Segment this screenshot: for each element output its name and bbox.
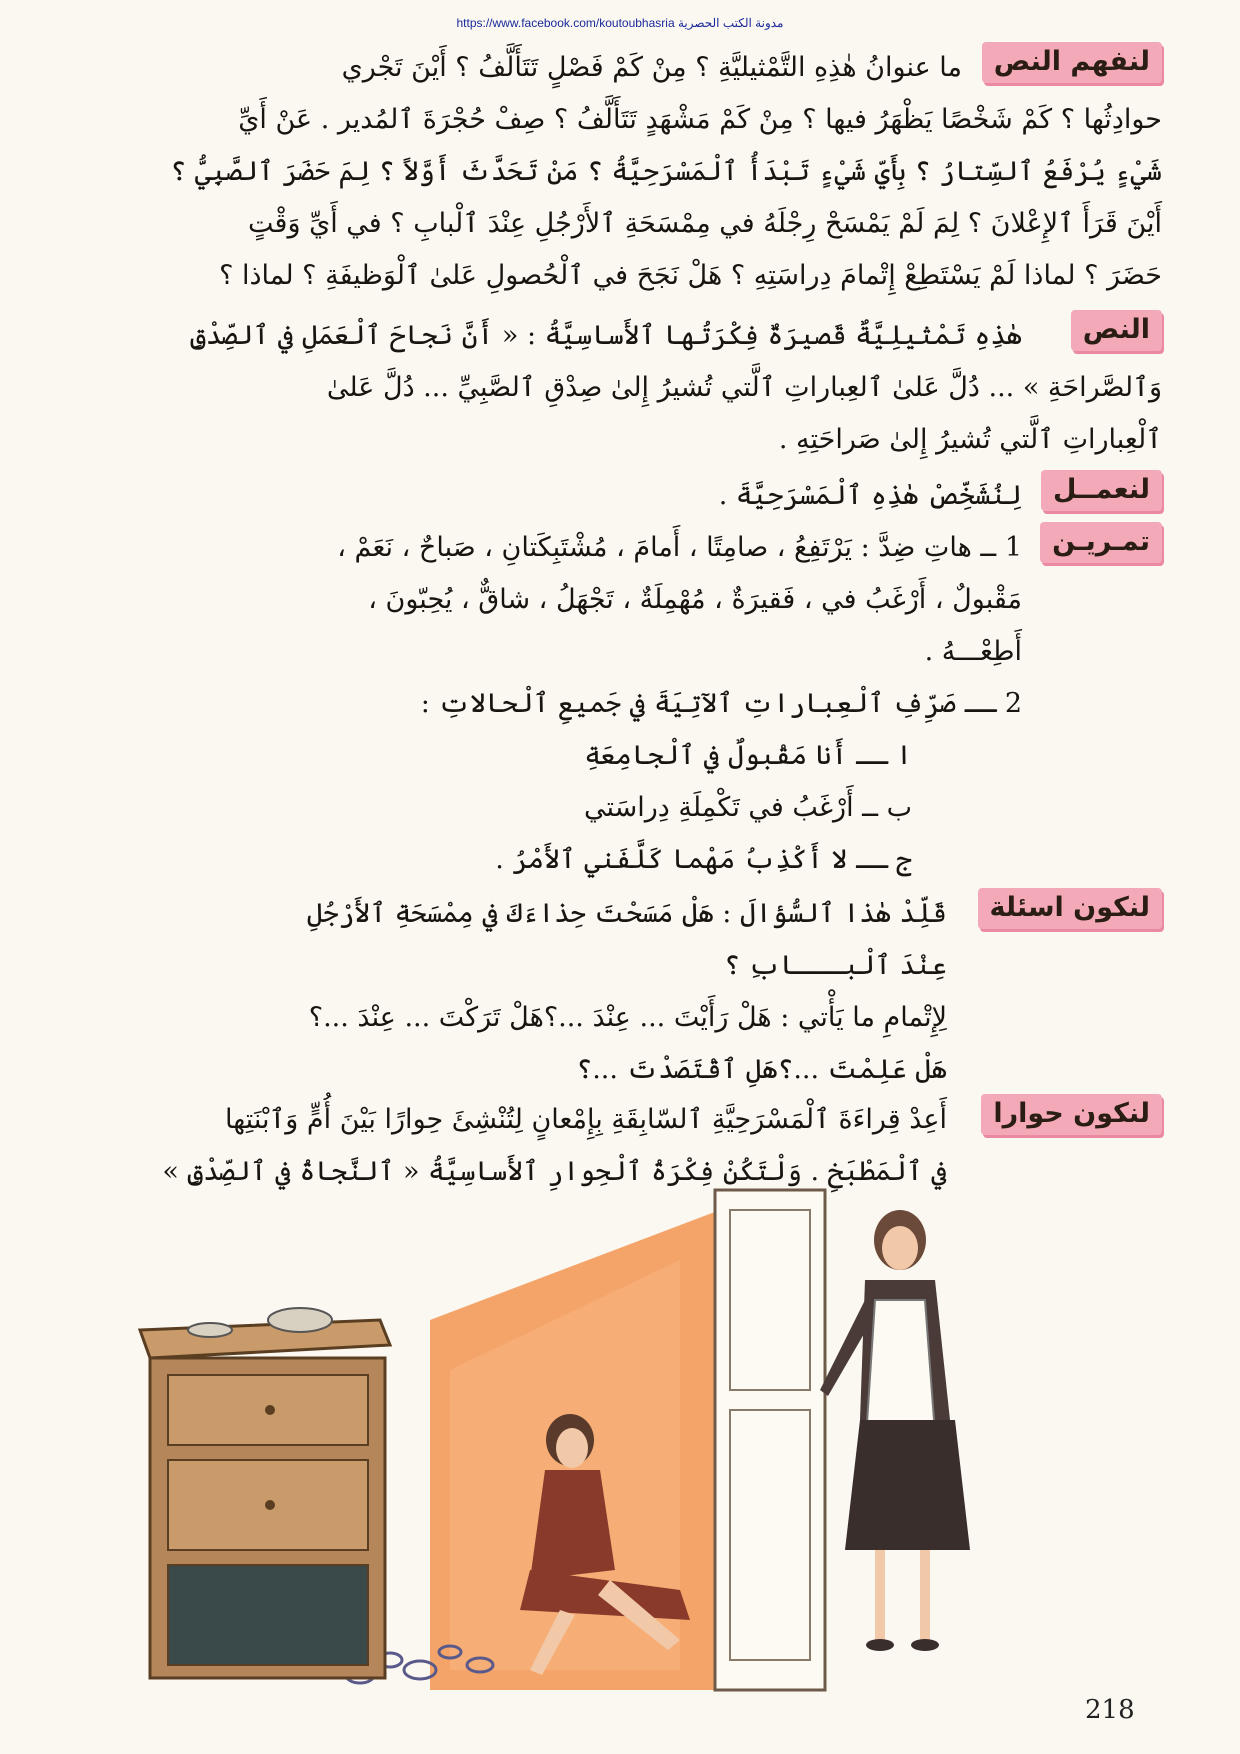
questions-line: قَلِّدْ هٰذا ٱلسُّؤالَ : هَلْ مَسَحْتَ حِذاءَكَ في مِمْسَحَةِ ٱلأَرْجُلِ xyxy=(306,898,947,929)
label-text: النص xyxy=(1071,310,1162,351)
door-frame xyxy=(715,1190,825,1690)
questions-line: هَلْ عَلِمْتَ ...؟هَلِ ٱقْتَصَدْتَ ...؟ xyxy=(576,1054,947,1085)
label-act: لنعمــل xyxy=(1041,470,1162,511)
questions-line: لِإِتْمامِ ما يَأْتي : هَلْ رَأَيْتَ ... عِنْدَ ...؟هَلْ تَرَكْتَ ... عِنْدَ ...؟ xyxy=(308,1002,947,1033)
label-dialogue: لنكون حوارا xyxy=(981,1094,1162,1135)
understand-line: حَضَرَ ؟ لماذا لَمْ يَسْتَطِعْ إِتْمامَ دِراسَتِهِ ؟ هَلْ نَجَحَ في ٱلْحُصولِ عَلىٰ ٱلْوَظيفَةِ ؟ لماذا ؟ xyxy=(219,260,1162,291)
section-exercise xyxy=(72,522,1162,886)
dialogue-line: في ٱلْمَطْبَخِ . وَلْتَكُنْ فِكْرَةُ ٱلْحِوارِ ٱلأَساسِيَّةُ « ٱلنَّجاةُ في ٱلصِّدْقِ » xyxy=(162,1156,947,1187)
section-act xyxy=(72,470,1162,522)
exercise-body xyxy=(72,522,1162,886)
exercise-sub: ب ــ أَرْغَبُ في تَكْمِلَةِ دِراسَتي xyxy=(583,792,912,823)
section-text xyxy=(72,310,1162,466)
cabinet xyxy=(140,1308,390,1678)
exercise-line: 2 ــ صَرِّفِ ٱلْعِباراتِ ٱلآتِيَةَ في جَميعِ ٱلْحالاتِ : xyxy=(420,688,1022,719)
exercise-sub: ا ــ أَنا مَقْبولٌ في ٱلْجامِعَةِ xyxy=(584,740,912,771)
dialogue-line: أَعِدْ قِراءَةَ ٱلْمَسْرَحِيَّةِ ٱلسّابِقَةِ بِإِمْعانٍ لِتُنْشِئَ حِوارًا بَيْنَ أُمٍّ وَٱبْنَتِها xyxy=(225,1104,947,1135)
label-exercise: تمـريـن xyxy=(1040,522,1162,563)
exercise-sub: ج ــ لا أَكْذِبُ مَهْما كَلَّفَني ٱلأَمْرُ . xyxy=(495,844,912,875)
understand-line: أَيْنَ قَرَأَ ٱلإِعْلانَ ؟ لِمَ لَمْ يَمْسَحْ رِجْلَهُ في مِمْسَحَةِ ٱلأَرْجُلِ عِنْدَ ٱلْبابِ ؟ في أَيِّ وَقْتٍ xyxy=(248,208,1162,239)
section-questions xyxy=(72,888,1162,1096)
mother-figure xyxy=(820,1210,970,1651)
kitchen-illustration xyxy=(120,1170,1120,1710)
act-line: لِنُشَخِّصْ هٰذِهِ ٱلْمَسْرَحِيَّةَ . xyxy=(718,480,1022,511)
exercise-line: مَقْبولٌ ، أَرْغَبُ في ، فَقيرَةٌ ، مُهْمِلَةٌ ، تَجْهَلُ ، شاقٌّ ، يُحِبّونَ ، xyxy=(368,584,1022,615)
text-line: وَٱلصَّراحَةِ » ... دُلَّ عَلىٰ ٱلعِباراتِ ٱلَّتي تُشيرُ إِلىٰ صِدْقِ ٱلصَّبِيِّ ... دُلَّ عَلىٰ xyxy=(326,372,1162,403)
act-body xyxy=(72,470,1162,522)
header-url[interactable]: https://www.facebook.com/koutoubhasria مدونة الكتب الحصرية xyxy=(456,16,784,30)
understand-line: حوادِثُها ؟ كَمْ شَخْصًا يَظْهَرُ فيها ؟ مِنْ كَمْ مَشْهَدٍ تَتَأَلَّفُ ؟ صِفْ حُجْرَةَ ٱلمُدير . عَنْ أَيِّ xyxy=(238,104,1162,135)
text-line: هٰذِهِ تَمْثيلِيَّةٌ قَصيرَةٌ فِكْرَتُها ٱلأَساسِيَّةُ : « أَنَّ نَجاحَ ٱلْعَمَلِ في ٱلصِّدْقِ xyxy=(190,320,1022,351)
page-number: 218 xyxy=(1085,1695,1135,1725)
understand-line: ما عنوانُ هٰذِهِ التَّمْثيليَّةِ ؟ مِنْ كَمْ فَصْلٍ تَتَأَلَّفُ ؟ أَيْنَ تَجْري xyxy=(341,52,962,83)
label-questions: لنكون اسئلة xyxy=(978,888,1162,929)
exercise-line: أَطِعْـــهُ . xyxy=(924,636,1022,667)
understand-line: شَيْءٍ يُرْفَعُ ٱلسِّتارُ ؟ بِأَيِّ شَيْءٍ تَبْدَأُ ٱلْمَسْرَحِيَّةُ ؟ مَنْ تَحَدَّثَ أَوَّلاً ؟ لِمَ حَضَرَ ٱلصَّبِيُّ ؟ xyxy=(170,156,1162,187)
questions-line: عِنْدَ ٱلْبـــابِ ؟ xyxy=(724,950,947,981)
label-understand: لنفهم النص xyxy=(982,42,1162,83)
exercise-line: 1 ــ هاتِ ضِدَّ : يَرْتَفِعُ ، صامِتًا ، أَمامَ ، مُشْتَبِكَتانِ ، صَباحٌ ، نَعَمْ ، xyxy=(337,532,1022,563)
text-body xyxy=(72,310,1162,466)
text-line: ٱلْعِباراتِ ٱلَّتي تُشيرُ إِلىٰ صَراحَتِهِ . xyxy=(778,424,1162,455)
section-understand xyxy=(72,42,1162,302)
